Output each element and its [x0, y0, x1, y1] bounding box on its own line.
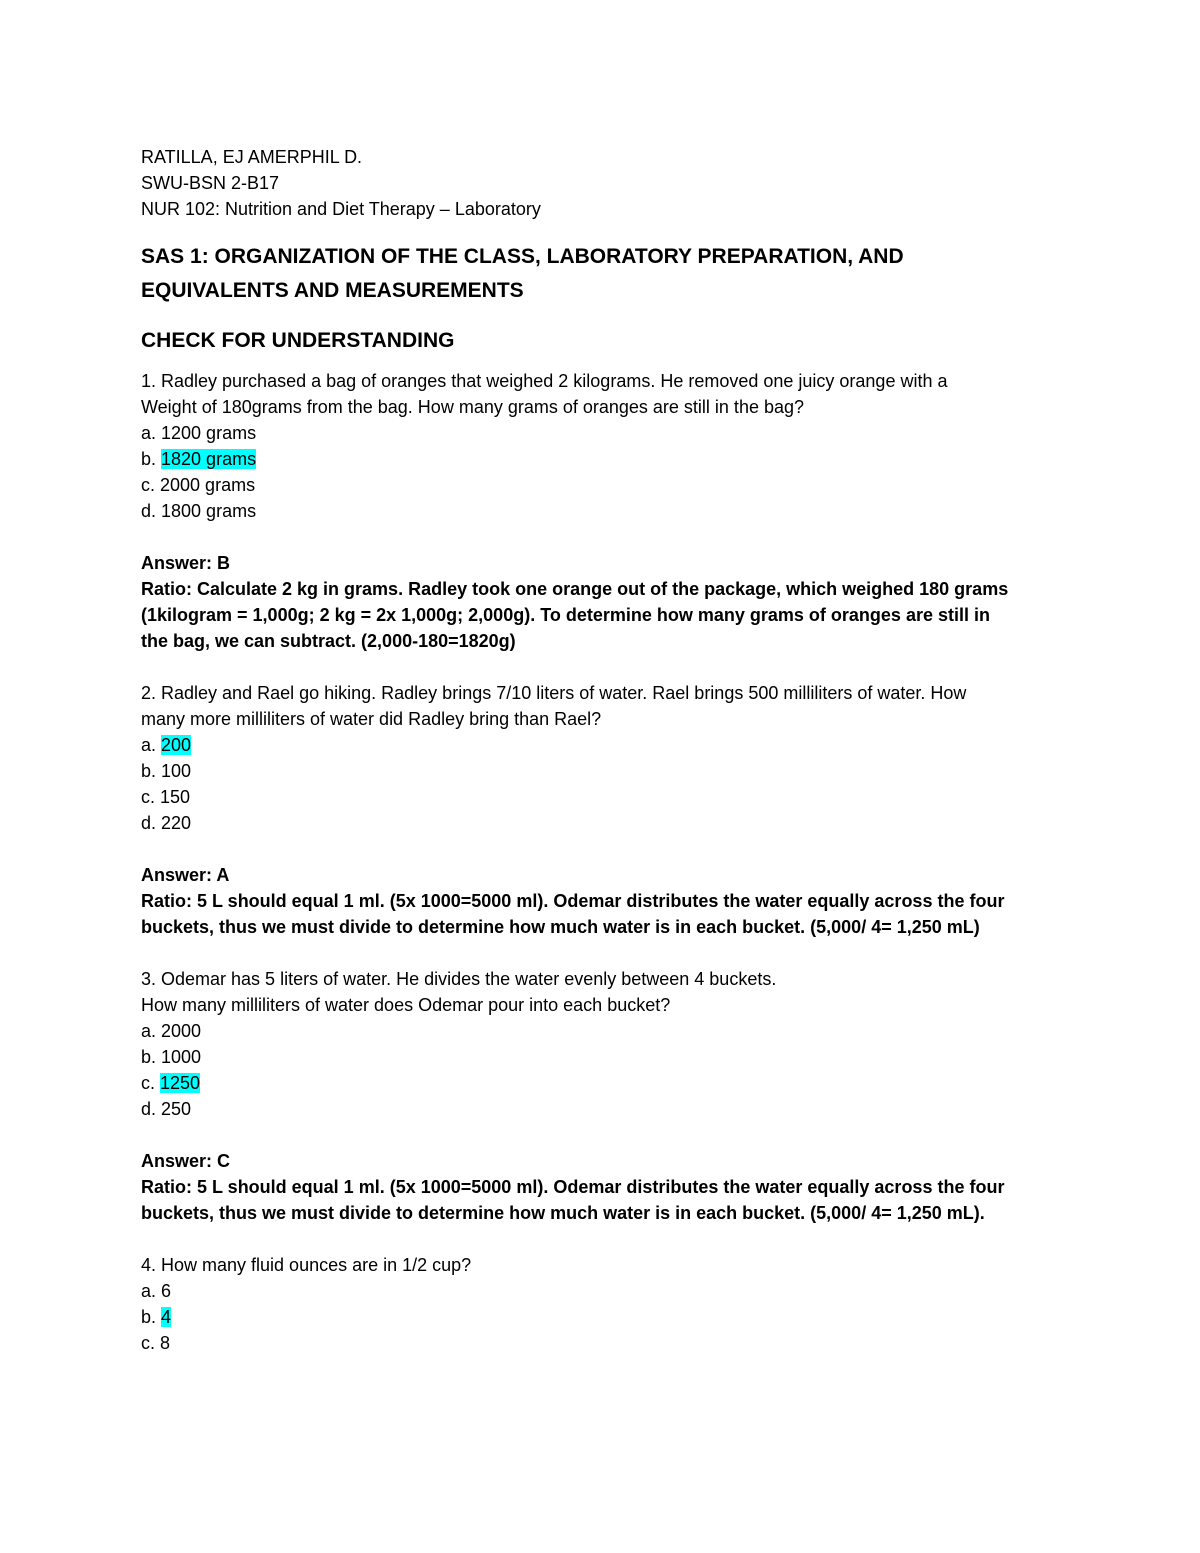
answer-highlight: 200: [161, 735, 192, 755]
option-c-correct: c. 1250: [141, 1073, 201, 1093]
question-text-line: 1. Radley purchased a bag of oranges that weighed 2 kilograms. He removed one juicy orange with a: [141, 371, 948, 391]
question-text-line: How many milliliters of water does Odemar pour into each bucket?: [141, 995, 671, 1015]
option-b: b. 100: [141, 761, 192, 781]
option-a: a. 6: [141, 1281, 172, 1301]
option-b-correct: b. 4: [141, 1307, 172, 1327]
student-section: SWU-BSN 2-B17: [141, 173, 280, 193]
answer-label: Answer: C: [141, 1151, 231, 1171]
student-name: RATILLA, EJ AMERPHIL D.: [141, 147, 363, 167]
question-4: [141, 1252, 1061, 1356]
document-page: [141, 144, 1061, 1356]
question-text-line: many more milliliters of water did Radley bring than Rael?: [141, 709, 602, 729]
question-text-line: 4. How many fluid ounces are in 1/2 cup?: [141, 1255, 472, 1275]
section-heading: CHECK FOR UNDERSTANDING: [141, 329, 455, 352]
question-3: [141, 966, 1061, 1226]
answer-highlight: 1250: [160, 1073, 201, 1093]
option-d: d. 250: [141, 1099, 192, 1119]
title-line-2: EQUIVALENTS AND MEASUREMENTS: [141, 279, 524, 302]
course-title: NUR 102: Nutrition and Diet Therapy – Laboratory: [141, 199, 541, 219]
option-d: d. 1800 grams: [141, 501, 257, 521]
option-b: b. 1000: [141, 1047, 202, 1067]
ratio-line: (1kilogram = 1,000g; 2 kg = 2x 1,000g; 2,000g). To determine how many grams of oranges are still in: [141, 605, 990, 625]
question-1: [141, 368, 1061, 654]
answer-highlight: 1820 grams: [161, 449, 257, 469]
ratio-line: buckets, thus we must divide to determine how much water is in each bucket. (5,000/ 4= 1,250 mL).: [141, 1203, 985, 1223]
question-2: [141, 680, 1061, 940]
option-b-correct: b. 1820 grams: [141, 449, 257, 469]
ratio-line: Ratio: 5 L should equal 1 ml. (5x 1000=5000 ml). Odemar distributes the water equally across the four: [141, 891, 1005, 911]
option-d: d. 220: [141, 813, 192, 833]
question-text-line: 2. Radley and Rael go hiking. Radley brings 7/10 liters of water. Rael brings 500 milliliters of water. How: [141, 683, 967, 703]
ratio-line: Ratio: Calculate 2 kg in grams. Radley took one orange out of the package, which weighed 180 grams: [141, 579, 1009, 599]
ratio-line: the bag, we can subtract. (2,000-180=1820g): [141, 631, 516, 651]
option-c: c. 150: [141, 787, 191, 807]
title-line-1: SAS 1: ORGANIZATION OF THE CLASS, LABORATORY PREPARATION, AND: [141, 245, 904, 268]
ratio-line: Ratio: 5 L should equal 1 ml. (5x 1000=5000 ml). Odemar distributes the water equally across the four: [141, 1177, 1005, 1197]
ratio-line: buckets, thus we must divide to determine how much water is in each bucket. (5,000/ 4= 1,250 mL): [141, 917, 980, 937]
option-c: c. 8: [141, 1333, 171, 1353]
option-c: c. 2000 grams: [141, 475, 256, 495]
answer-label: Answer: A: [141, 865, 230, 885]
answer-label: Answer: B: [141, 553, 231, 573]
option-a: a. 2000: [141, 1021, 202, 1041]
question-text-line: 3. Odemar has 5 liters of water. He divides the water evenly between 4 buckets.: [141, 969, 777, 989]
answer-highlight: 4: [161, 1307, 172, 1327]
question-text-line: Weight of 180grams from the bag. How many grams of oranges are still in the bag?: [141, 397, 805, 417]
option-a-correct: a. 200: [141, 735, 192, 755]
option-a: a. 1200 grams: [141, 423, 257, 443]
